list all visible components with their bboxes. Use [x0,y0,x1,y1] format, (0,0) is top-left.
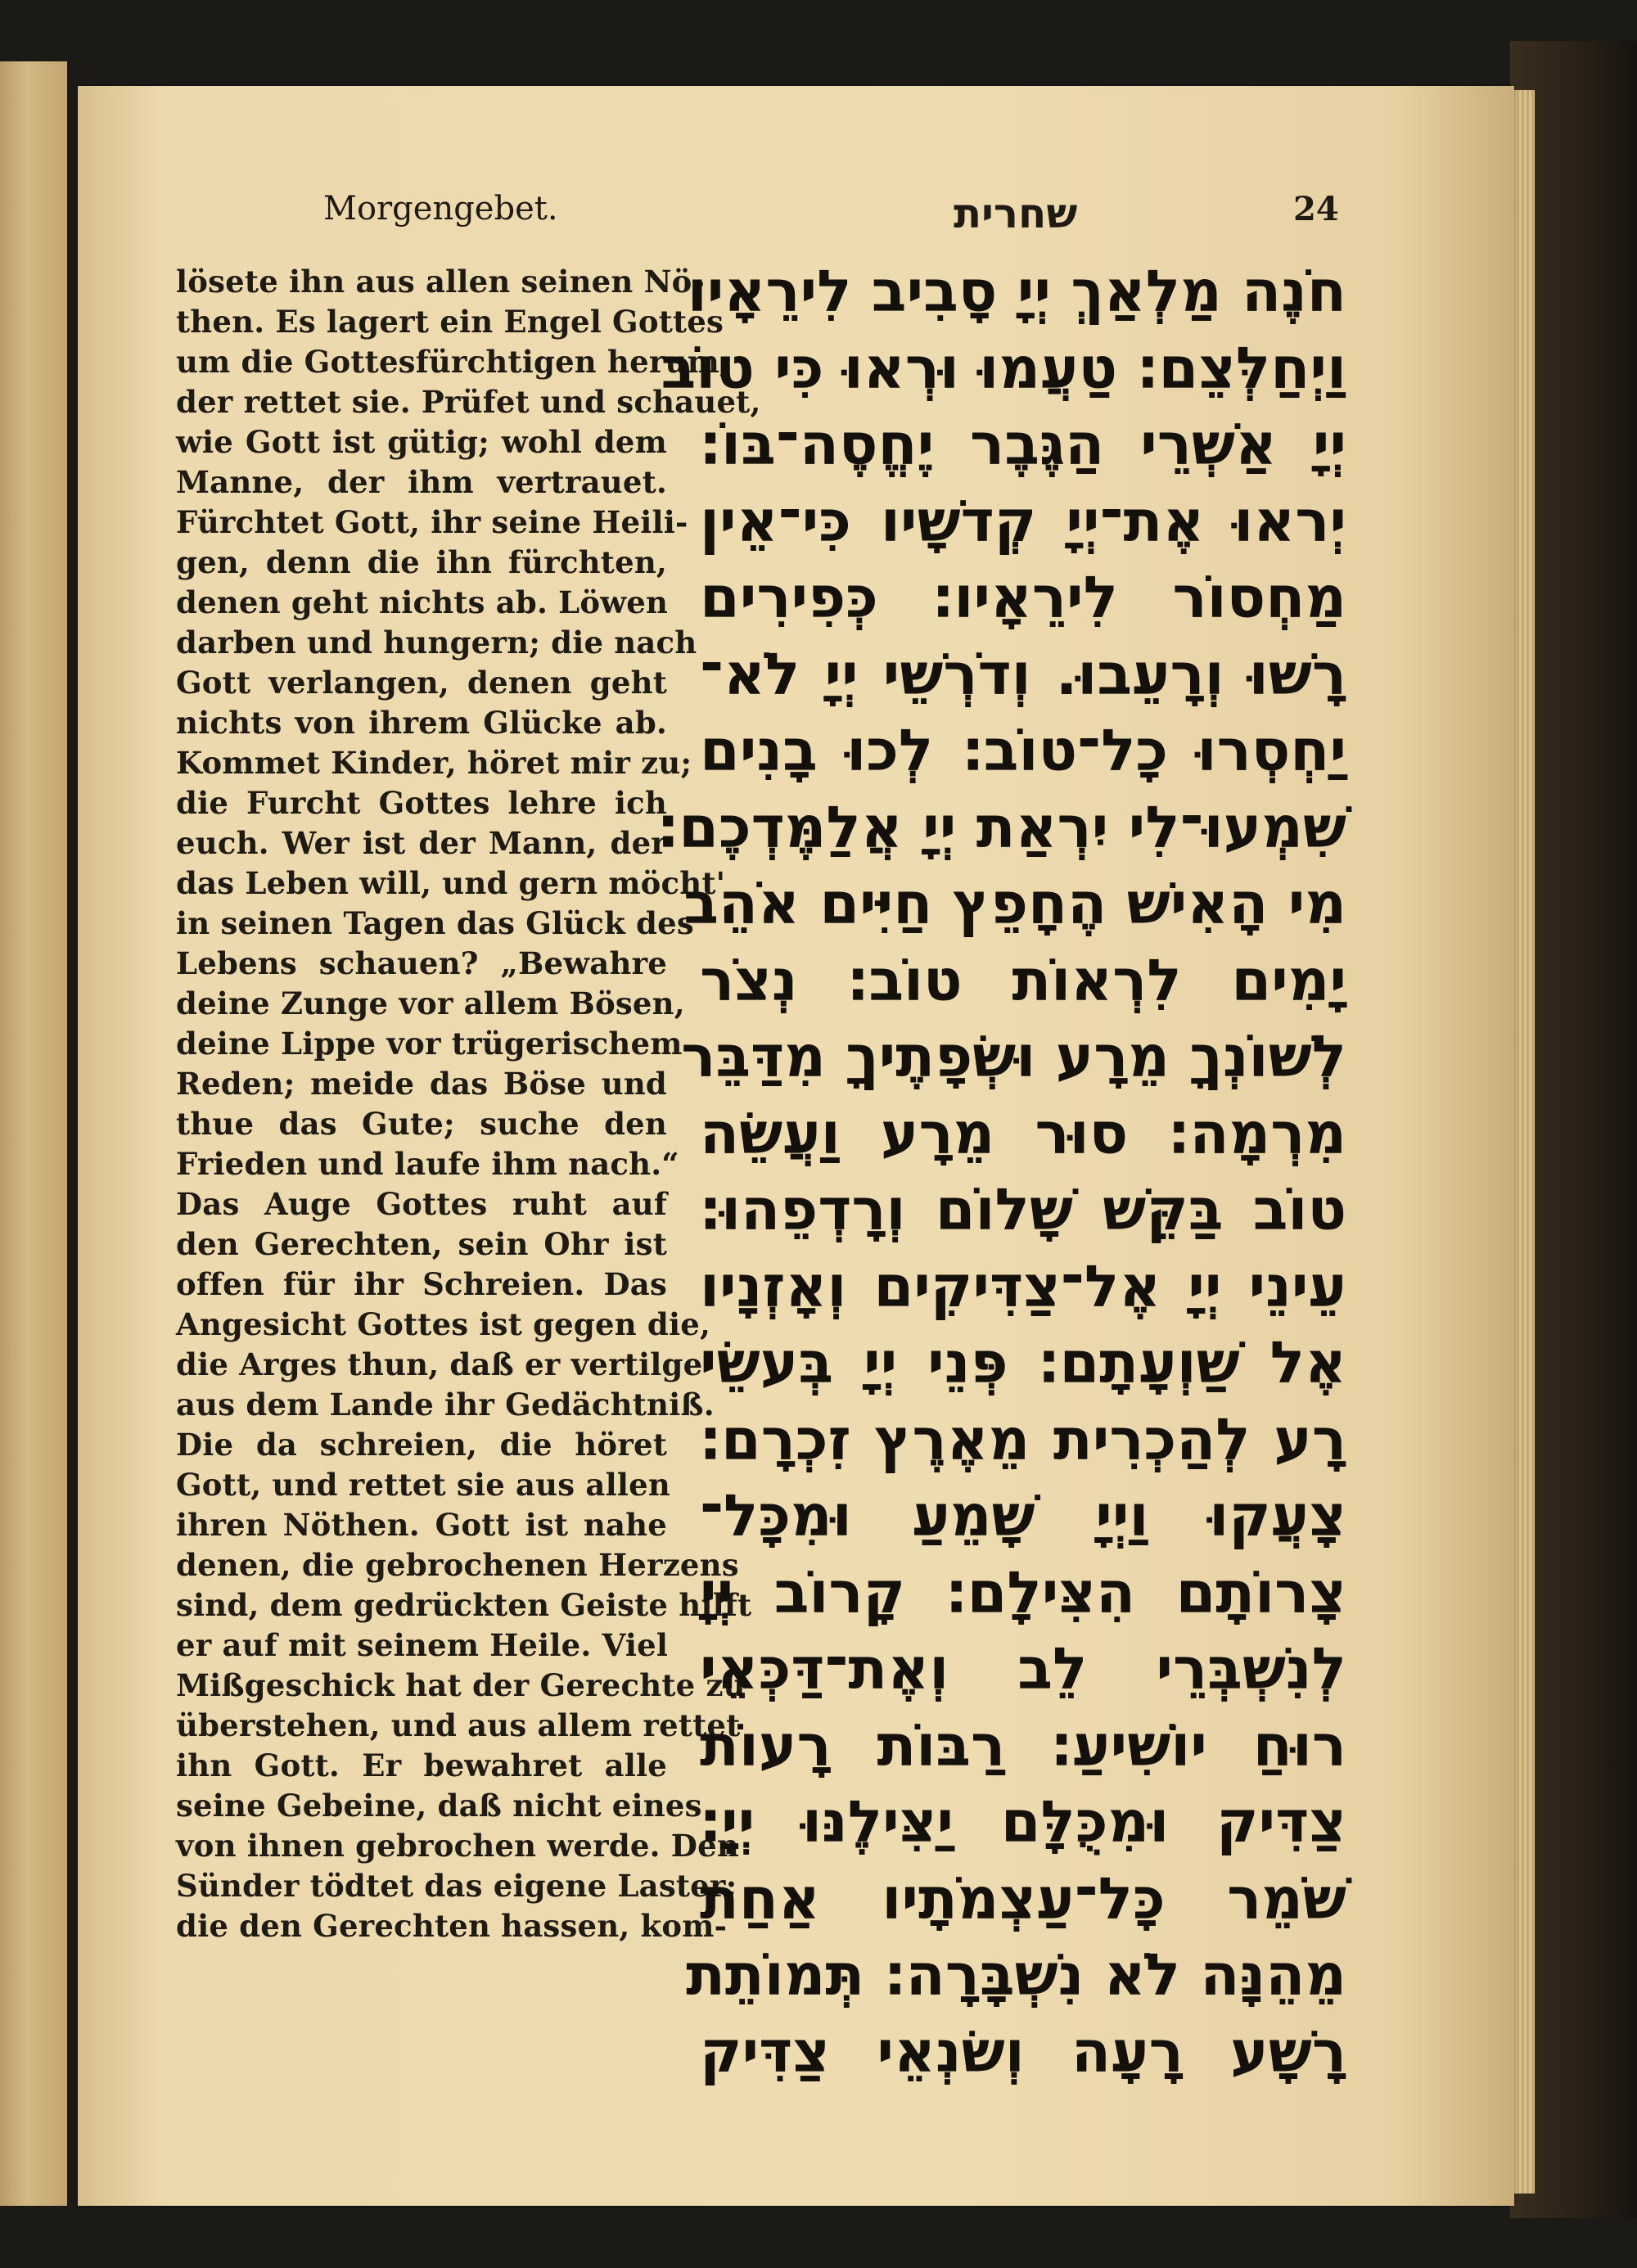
german-text-line: Gott verlangen, denen geht [176,665,667,701]
german-text-line: gen, denn die ihn fürchten, [176,544,667,580]
running-head-german: Morgengebet. [323,190,558,228]
hebrew-text-column [657,254,1346,2090]
german-text-line: Mißgeschick hat der Gerechte zu [176,1667,746,1703]
running-head-hebrew: שחרית [954,190,1078,237]
german-text-line: deine Lippe vor trügerischem [176,1026,683,1062]
german-text-line: euch. Wer ist der Mann, der [176,825,667,861]
german-text-line: um die Gottesfürchtigen herum, [176,344,731,380]
german-text-line: offen für ihr Schreien. Das [176,1266,667,1302]
hebrew-text-line: מִרְמָה׃ סוּר מֵרָע וַעֲשֵׂה [700,1099,1346,1167]
german-text-line: wie Gott ist gütig; wohl dem [176,424,667,460]
hebrew-text-line: יַחְסְרוּ כָל־טוֹב׃ לְכוּ בָנִים [700,717,1346,784]
hebrew-text-line: רוּחַ יוֹשִׁיעַ׃ רַבּוֹת רָעוֹת [700,1711,1346,1779]
hebrew-text-line: לְשׁוֹנְךָ מֵרָע וּשְׂפָתֶיךָ מִדַּבֵּר [681,1023,1346,1090]
german-text-line: deine Zunge vor allem Bösen, [176,985,685,1021]
hebrew-text-line: יְראוּ אֶת־יְיָ קְדשָׁיו כִּי־אֵין [700,487,1346,555]
german-text-line: das Leben will, und gern möcht' [176,865,726,901]
german-text-line: den Gerechten, sein Ohr ist [176,1226,667,1262]
hebrew-text-line: אֶל שַׁוְעָתָם׃ פְּנֵי יְיָ בְּעשֵׂי [700,1329,1346,1396]
hebrew-text-line: צָעֲקוּ וַיְיָ שָׁמֵעַ וּמִכָּל־ [700,1482,1346,1549]
hebrew-text-line: מִי הָאִישׁ הֶחָפֵץ חַיִּים אֹהֵב [683,870,1346,937]
german-text-line: der rettet sie. Prüfet und schauet, [176,384,761,420]
page-number: 24 [1293,190,1339,228]
german-text-line: er auf mit seinem Heile. Viel [176,1627,669,1663]
german-text-line: denen, die gebrochenen Herzens [176,1547,739,1583]
hebrew-text-line: מַחְסוֹר לִירֵאָיו׃ כְּפִירִים [700,564,1346,631]
german-translation-column [176,262,761,1946]
german-text-line: Kommet Kinder, höret mir zu; [176,745,692,781]
german-text-line: seine Gebeine, daß nicht eines [176,1788,702,1824]
german-text-line: Angesicht Gottes ist gegen die, [176,1306,711,1342]
hebrew-text-line: רָע לְהַכְרִית מֵאֶרֶץ זִכְרָם׃ [700,1405,1346,1473]
german-text-line: Fürchtet Gott, ihr seine Heili- [176,504,688,540]
german-text-line: Lebens schauen? „Bewahre [176,945,667,981]
german-text-line: von ihnen gebrochen werde. Den [176,1828,739,1864]
hebrew-text-line: טוֹב בַּקֵּשׁ שָׁלוֹם וְרָדְפֵהוּ׃ [700,1176,1346,1243]
german-text-line: Gott, und rettet sie aus allen [176,1467,670,1503]
german-text-line: sind, dem gedrückten Geiste hilft [176,1587,752,1623]
german-text-line: denen geht nichts ab. Löwen [176,584,669,620]
hebrew-text-line: שֹׁמֵר כָּל־עַצְמֹתָיו אַחַת [700,1864,1346,1932]
hebrew-text-line: וַיְחַלְּצֵם׃ טַעֲמוּ וּרְאוּ כִּי טוֹב [661,334,1346,402]
german-text-line: darben und hungern; die nach [176,624,697,661]
german-text-line: überstehen, und aus allem rettet [176,1707,741,1743]
german-text-line: Reden; meide das Böse und [176,1066,667,1102]
previous-page-edge [0,61,67,2206]
german-text-line: Sünder tödtet das eigene Laster; [176,1868,737,1904]
german-text-line: die den Gerechten hassen, kom- [176,1908,728,1944]
german-text-line: Die da schreien, die höret [176,1427,667,1463]
hebrew-text-line: עֵינֵי יְיָ אֶל־צַדִּיקִים וְאָזְנָיו [700,1252,1346,1320]
hebrew-text-line: צַדִּיק וּמִכֻּלָּם יַצִּילֶנּוּ יְיָ׃ [700,1788,1346,1855]
hebrew-text-line: צָרוֹתָם הִצִּילָם׃ קָרוֹב יְיָ [700,1558,1346,1626]
hebrew-text-line: שִׁמְעוּ־לִי יִרְאַת יְיָ אֲלַמֶּדְכֶם׃ [657,793,1346,861]
hebrew-text-line: מֵהֵנָּה לֹא נִשְׁבָּרָה׃ תְּמוֹתֵת [686,1941,1346,2009]
german-text-line: Frieden und laufe ihm nach.“ [176,1146,679,1182]
german-text-line: die Furcht Gottes lehre ich [176,785,667,821]
hebrew-text-line: רָשׁוּ וְרָעֵבוּ. וְדֹרְשֵׁי יְיָ לֹא־ [700,640,1346,708]
hebrew-text-line: לְנִשְׁבְּרֵי לֵב וְאֶת־דַּכְּאֵי [700,1635,1346,1702]
hebrew-text-line: יָמִים לִרְאוֹת טוֹב׃ נְצֹר [700,946,1346,1014]
hebrew-text-line: חֹנֶה מַלְאַךְ יְיָ סָבִיב לִירֵאָיו [687,258,1346,325]
german-text-line: then. Es lagert ein Engel Gottes [176,304,724,340]
german-text-line: die Arges thun, daß er vertilge [176,1346,703,1382]
german-text-line: in seinen Tagen das Glück des [176,905,694,941]
german-text-line: aus dem Lande ihr Gedächtniß. [176,1387,715,1423]
german-text-line: Das Auge Gottes ruht auf [176,1186,667,1222]
german-text-line: Manne, der ihm vertrauet. [176,464,667,500]
german-text-line: lösete ihn aus allen seinen Nö- [176,264,706,300]
hebrew-text-line: יְיָ אַשְׁרֵי הַגֶּבֶר יֶחֱסֶה־בּוֹ׃ [700,411,1346,478]
german-text-line: ihren Nöthen. Gott ist nahe [176,1507,667,1543]
german-text-line: nichts von ihrem Glücke ab. [176,705,667,741]
german-text-line: ihn Gott. Er bewahret alle [176,1747,667,1783]
hebrew-text-line: רָשָׁע רָעָה וְשׂנְאֵי צַדִּיק [700,2018,1346,2085]
german-text-line: thue das Gute; suche den [176,1106,667,1142]
